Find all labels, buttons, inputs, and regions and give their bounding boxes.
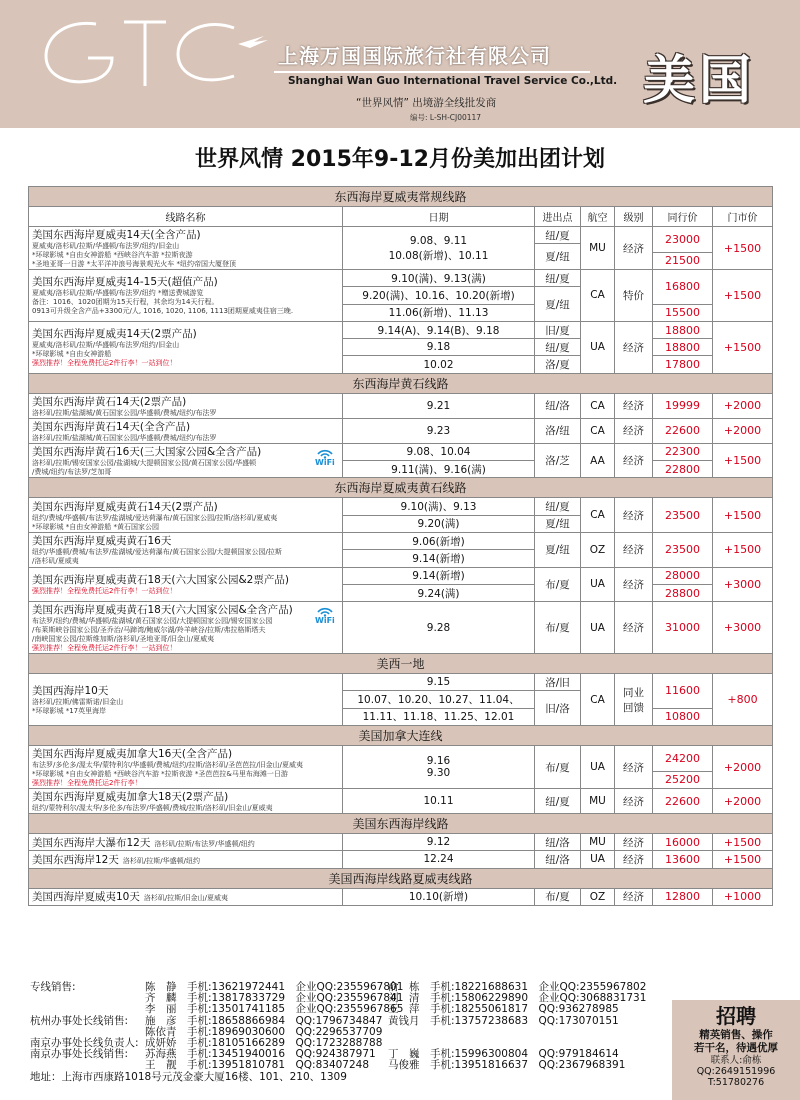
section-header: 东西海岸夏威夷黄石线路 (29, 478, 773, 498)
route-name-cell (29, 532, 343, 567)
airline-cell: UA (581, 746, 615, 789)
port-cell: 旧/夏 (535, 321, 581, 338)
route-title: 美国东西海岸大瀑布12天 (32, 836, 151, 849)
hangzhou-label: 杭州办事处长线销售: (30, 1014, 129, 1027)
route-name-cell (29, 418, 343, 443)
port-cell: 纽/夏 (535, 789, 581, 814)
route-row (29, 851, 773, 868)
date-value: 9.21 (426, 399, 451, 412)
route-title: 美国东西海岸夏威夷14天(全含产品) (32, 229, 201, 241)
agent-price-cell: 23000 (653, 227, 713, 253)
port-cell: 纽/洛 (535, 851, 581, 868)
route-row (29, 834, 773, 851)
agent-price-cell: 28000 (653, 567, 713, 584)
retail-price-cell: +800 (713, 674, 773, 726)
recruitment-box (672, 1000, 800, 1100)
port-cell: 洛/旧 (535, 674, 581, 691)
route-name-cell (29, 746, 343, 789)
contact-line: 陈依青 手机:18969030600 QQ:2296537709 (145, 1025, 383, 1038)
route-title: 美国西海岸10天 (32, 685, 109, 698)
wifi-label: WiFi (315, 616, 335, 626)
page-title: 世界风情 2015年9-12月份美加出团计划 (195, 147, 605, 172)
route-title: 美国东西海岸12天 (32, 853, 119, 866)
retail-price-cell: +2000 (713, 393, 773, 418)
date-cell: 9.18 (343, 339, 535, 356)
date-cell: 12.24 (343, 851, 535, 868)
port-cell: 洛/纽 (535, 418, 581, 443)
agent-price-cell: 17800 (653, 356, 713, 373)
date-cell: 9.12 (343, 834, 535, 851)
route-detail: /南峡国家公园/拉斯维加斯/洛杉矶/圣地亚哥/旧金山/夏威夷 (32, 635, 215, 644)
retail-price-cell: +1500 (713, 851, 773, 868)
route-title: 美国东西海岸夏威夷加拿大16天(全含产品) (32, 748, 233, 761)
agent-price-cell: 15500 (653, 304, 713, 321)
date-cell: 9.24(满) (343, 584, 535, 601)
route-name-cell (29, 270, 343, 322)
wifi-label: WiFi (315, 457, 335, 467)
route-name-cell (29, 674, 343, 726)
grade-cell: 经济 (615, 888, 653, 905)
route-title: 美国东西海岸夏威夷黄石18天(六大国家公园&全含产品) (32, 604, 293, 617)
route-detail: *环球影城 *17英里海岸 (32, 707, 107, 716)
date-cell (343, 602, 535, 654)
date-cell: 9.11(满)、9.16(满) (343, 461, 535, 478)
route-row (29, 888, 773, 905)
date-cell (343, 789, 535, 814)
route-title: 美国东西海岸夏威夷黄石14天(2票产品) (32, 500, 218, 513)
agent-price-cell: 13600 (653, 851, 713, 868)
airline-cell: CA (581, 393, 615, 418)
agent-price-cell: 23500 (653, 532, 713, 567)
date-cell: 9.10(满)、9.13 (343, 498, 535, 515)
port-cell: 布/夏 (535, 746, 581, 789)
route-title: 美国西海岸夏威夷10天 (32, 891, 140, 904)
route-recommend: 强烈推荐！全程免费托运2件行李！一站到位！ (32, 587, 177, 596)
airline-cell: MU (581, 789, 615, 814)
route-cities: 洛杉矶/拉斯/旧金山/夏威夷 (143, 894, 228, 903)
route-title: 美国东西海岸黄石14天(全含产品) (32, 420, 191, 433)
retail-price-cell: +2000 (713, 418, 773, 443)
grade-cell: 经济 (615, 851, 653, 868)
route-detail: 纽约/蒙特利尔/渥太华/多伦多/布法罗/华盛顿/费城/拉斯/洛杉矶/旧金山/夏威夷 (32, 804, 273, 813)
agent-price-cell: 16000 (653, 834, 713, 851)
port-cell: 洛/芝 (535, 443, 581, 478)
port-cell: 旧/洛 (535, 691, 581, 726)
airline-cell: MU (581, 227, 615, 270)
route-detail: *环球影城 *自由女神游船 *西峡谷汽车游 *拉斯夜游 *圣芭芭拉&马里布海滩一日游 (32, 770, 288, 779)
grade-cell: 经济 (615, 746, 653, 789)
date-cell (343, 227, 535, 270)
airline-cell: OZ (581, 888, 615, 905)
airline-cell: OZ (581, 532, 615, 567)
grade-cell: 特价 (615, 270, 653, 322)
recruit-line: 若干名，待遇优厚 (694, 1042, 778, 1054)
retail-price-cell: +1500 (713, 227, 773, 270)
airline-cell: AA (581, 443, 615, 478)
agent-price-cell: 31000 (653, 602, 713, 654)
recruit-line: 精英销售、操作 (699, 1029, 773, 1041)
date-cell (343, 393, 535, 418)
retail-price-cell: +3000 (713, 602, 773, 654)
port-cell: 夏/纽 (535, 515, 581, 532)
retail-price-cell: +1500 (713, 321, 773, 373)
date-value: 9.28 (426, 621, 451, 634)
agent-price-cell: 11600 (653, 674, 713, 709)
wifi-icon (312, 447, 338, 467)
contact-line: 马俊雅 手机:13951816637 QQ:2367968391 (388, 1059, 626, 1072)
contact-footer (30, 982, 690, 1083)
route-recommend: 强烈推荐！全程免费托运2件行李！一站到位！ (32, 359, 177, 368)
retail-price-cell: +2000 (713, 789, 773, 814)
port-cell: 纽/夏 (535, 270, 581, 287)
grade-cell: 经济 (615, 532, 653, 567)
route-detail: 0913可升级全含产品+3300元/人, 1016, 1020, 1106, 1113团期夏威夷住宿三晚. (32, 307, 294, 316)
section-header: 美西一地 (29, 654, 773, 674)
date-cell: 9.06(新增) (343, 532, 535, 549)
date-value: 9.30 (426, 767, 451, 780)
contact-line: 陈 静 手机:13621972441 企业QQ:2355967801 (145, 981, 404, 993)
route-detail: 洛杉矶/拉斯/佛雷斯诺/旧金山 (32, 698, 124, 707)
grade-cell: 经济 (615, 227, 653, 270)
country-title: 美国 (642, 51, 755, 111)
route-recommend: 强烈推荐！全程免费托运2件行李！一站到位！ (32, 644, 177, 653)
airline-cell: CA (581, 418, 615, 443)
section-header: 东西海岸夏威夷常规线路 (29, 187, 773, 207)
grade-cell: 经济 (615, 567, 653, 602)
date-value: 9.16 (426, 755, 451, 768)
route-row (29, 567, 773, 584)
date-cell: 10.07、10.20、10.27、11.04、 (343, 691, 535, 708)
route-detail: 纽约/华盛顿/费城/布法罗/盐湖城/爱达荷瀑布/黄石国家公园/大提顿国家公园/拉斯 (32, 548, 282, 557)
contact-line: 刘 清 手机:15806229890 企业QQ:3068831731 (388, 992, 647, 1005)
airline-cell: UA (581, 567, 615, 602)
tour-schedule-table (28, 186, 773, 906)
agent-price-cell: 25200 (653, 771, 713, 788)
route-detail: *环球影城 *自由女神游船 *黄石国家公园 (32, 522, 159, 531)
contact-line: 王 靓 手机:13951810781 QQ:83407248 (145, 1059, 370, 1072)
date-cell: 9.14(新增) (343, 550, 535, 567)
route-detail: 洛杉矶/拉斯/盐湖城/黄石国家公园/华盛顿/费城/纽约/布法罗 (32, 408, 217, 417)
route-title: 美国东西海岸黄石16天(三大国家公园&全含产品) (32, 446, 262, 459)
retail-price-cell: +1500 (713, 443, 773, 478)
route-row (29, 227, 773, 244)
route-title: 美国东西海岸夏威夷加拿大18天(2票产品) (32, 791, 229, 804)
port-cell: 夏/纽 (535, 287, 581, 322)
date-cell: 11.06(新增)、11.13 (343, 304, 535, 321)
date-cell: 9.08、10.04 (343, 443, 535, 460)
agent-price-cell: 22600 (653, 789, 713, 814)
route-cities: 洛杉矶/拉斯/布法罗/华盛顿/纽约 (154, 839, 255, 848)
column-header: 线路名称 (29, 207, 343, 227)
route-row (29, 443, 773, 460)
route-title: 美国东西海岸黄石14天(2票产品) (32, 395, 187, 408)
contact-line: 丁 巍 手机:15996300804 QQ:979184614 (388, 1048, 619, 1061)
route-title: 美国东西海岸夏威夷14天(2票产品) (32, 328, 197, 341)
contact-line: 李 丽 手机:13501741185 企业QQ:2355967865 (145, 1003, 404, 1016)
agent-price-cell: 24200 (653, 746, 713, 772)
route-detail: 洛杉矶/拉斯/盐湖城/黄石国家公园/华盛顿/费城/纽约/布法罗 (32, 433, 217, 442)
route-name-cell (29, 321, 343, 373)
company-name-cn: 上海万国国际旅行社有限公司 (278, 44, 551, 68)
route-name-cell (29, 567, 343, 602)
route-detail: *环球影城 *自由女神游船 (32, 350, 112, 359)
route-detail: /洛杉矶/夏威夷 (32, 557, 79, 566)
column-header: 日期 (343, 207, 535, 227)
port-cell: 洛/夏 (535, 356, 581, 373)
retail-price-cell: +3000 (713, 567, 773, 602)
agent-price-cell: 12800 (653, 888, 713, 905)
port-cell: 夏/纽 (535, 244, 581, 270)
company-name-en: Shanghai Wan Guo International Travel Service Co.,Ltd. (288, 75, 618, 87)
airline-cell: MU (581, 834, 615, 851)
route-detail: 夏威夷/洛杉矶/拉斯/华盛顿/布法罗/纽约 *赠送费城游览 (32, 289, 204, 298)
port-cell: 纽/夏 (535, 498, 581, 515)
route-name-cell (29, 789, 343, 814)
route-recommend: 强烈推荐！全程免费托运2件行李！ (32, 779, 142, 788)
contact-line: 成妍娇 手机:18105166289 QQ:1723288788 (145, 1036, 383, 1049)
route-detail: 夏威夷/洛杉矶/拉斯/华盛顿/布法罗/纽约/旧金山 (32, 242, 180, 250)
retail-price-cell: +2000 (713, 746, 773, 789)
route-row (29, 498, 773, 515)
retail-price-cell: +1500 (713, 498, 773, 533)
agent-price-cell: 21500 (653, 252, 713, 269)
port-cell: 纽/洛 (535, 393, 581, 418)
agent-price-cell: 28800 (653, 584, 713, 601)
date-cell: 9.20(满)、10.16、10.20(新增) (343, 287, 535, 304)
route-row (29, 674, 773, 691)
port-cell: 布/夏 (535, 888, 581, 905)
date-cell: 9.20(满) (343, 515, 535, 532)
route-detail: 夏威夷/洛杉矶/拉斯/华盛顿/布法罗/纽约/旧金山 (32, 341, 180, 350)
agent-price-cell: 18800 (653, 339, 713, 356)
date-cell: 10.10(新增) (343, 888, 535, 905)
route-detail: /布莱斯峡谷国家公园/圣乔治/马蹄湾/鲍威尔湖/羚羊峡谷/拉斯/弗拉格斯塔夫 (32, 626, 266, 635)
route-name-cell (29, 393, 343, 418)
route-detail: 布法罗/多伦多/渥太华/蒙特利尔/华盛顿/费城/纽约/拉斯/洛杉矶/圣芭芭拉/旧金山/夏威夷 (32, 761, 303, 770)
retail-price-cell: +1500 (713, 270, 773, 322)
contact-line: 施 彦 手机:18658866984 QQ:1796734847 (145, 1014, 383, 1027)
date-cell: 9.14(新增) (343, 567, 535, 584)
route-name-cell (29, 443, 343, 478)
date-value: 10.08(新增)、10.11 (388, 250, 489, 262)
retail-price-cell: +1500 (713, 834, 773, 851)
route-detail: *圣地亚哥一日游 *太平洋冲浪号海景观光火车 *纽约帝国大厦登顶 (32, 260, 236, 268)
port-cell: 夏/纽 (535, 532, 581, 567)
airline-cell: CA (581, 498, 615, 533)
route-detail: *环球影城 *自由女神游船 *西峡谷汽车游 *拉斯夜游 (32, 251, 193, 259)
date-value: 10.11 (423, 795, 454, 808)
agent-price-cell: 22600 (653, 418, 713, 443)
company-slogan: “世界风情” 出境游全线批发商 (356, 97, 497, 109)
grade-cell: 经济 (615, 418, 653, 443)
wifi-icon (312, 605, 338, 625)
contact-line: 俞 栋 手机:18221688631 企业QQ:2355967802 (388, 981, 647, 993)
port-cell: 布/夏 (535, 602, 581, 654)
route-name-cell (29, 227, 343, 270)
route-title: 美国东西海岸夏威夷14-15天(超值产品) (32, 276, 218, 289)
recruit-title: 招聘 (716, 1004, 756, 1028)
section-header: 美国东西海岸线路 (29, 814, 773, 834)
route-detail: 备注：1016、1020团期为15天行程，其余均为14天行程。 (32, 298, 219, 307)
column-header: 航空 (581, 207, 615, 227)
date-value: 9.23 (426, 424, 451, 437)
agent-price-cell: 10800 (653, 708, 713, 725)
contact-line: 黄钱月 手机:13757238683 QQ:173070151 (388, 1014, 619, 1027)
contact-line: 齐 麟 手机:13817833729 企业QQ:2355967841 (145, 992, 404, 1005)
recruit-contact: T:51780276 (707, 1077, 765, 1088)
header-banner (0, 0, 800, 128)
port-cell: 纽/夏 (535, 227, 581, 244)
nanjing-label: 南京办事处长线销售: (30, 1048, 129, 1061)
agent-price-cell: 23500 (653, 498, 713, 533)
grade-cell: 经济 (615, 834, 653, 851)
section-header: 美国加拿大连线 (29, 726, 773, 746)
airline-cell: CA (581, 270, 615, 322)
airline-cell: CA (581, 674, 615, 726)
date-cell: 9.15 (343, 674, 535, 691)
date-cell (343, 746, 535, 789)
column-header: 进出点 (535, 207, 581, 227)
column-header: 同行价 (653, 207, 713, 227)
contact-line: 苏海燕 手机:13451940016 QQ:924387971 (145, 1048, 376, 1061)
date-cell (343, 418, 535, 443)
airline-cell: UA (581, 602, 615, 654)
route-detail: 布法罗/纽约/费城/华盛顿/盐湖城/黄石国家公园/大提顿国家公园/锡安国家公园 (32, 617, 273, 626)
grade-cell: 经济 (615, 443, 653, 478)
route-name-cell (29, 888, 343, 905)
port-cell: 布/夏 (535, 567, 581, 602)
route-title: 美国东西海岸夏威夷黄石18天(六大国家公园&2票产品) (32, 574, 289, 587)
company-logo-icon (38, 14, 268, 94)
recruit-contact: 联系人:俞栋 (710, 1055, 762, 1066)
port-cell: 纽/洛 (535, 834, 581, 851)
route-row (29, 270, 773, 287)
grade-cell: 经济 (615, 321, 653, 373)
route-name-cell (29, 834, 343, 851)
route-name-cell (29, 851, 343, 868)
nanjing-head-label: 南京办事处长线负责人: (30, 1036, 139, 1049)
hotline-label: 专线销售: (30, 981, 76, 993)
license-number: 编号: L-SH-CJ00117 (410, 113, 482, 122)
grade-cell: 经济 (615, 393, 653, 418)
agent-price-cell: 22300 (653, 443, 713, 460)
route-detail: 洛杉矶/拉斯/锡安国家公园/盐湖城/大提顿国家公园/黄石国家公园/华盛顿 (32, 459, 257, 468)
retail-price-cell: +1000 (713, 888, 773, 905)
agent-price-cell: 19999 (653, 393, 713, 418)
agent-price-cell: 18800 (653, 321, 713, 338)
grade-cell: 经济 (615, 789, 653, 814)
route-cities: 洛杉矶/拉斯/华盛顿/纽约 (122, 856, 200, 865)
agent-price-cell: 16800 (653, 270, 713, 305)
route-title: 美国东西海岸夏威夷黄石16天 (32, 535, 172, 548)
date-cell: 10.02 (343, 356, 535, 373)
route-name-cell (29, 498, 343, 533)
grade-cell: 同业回馈 (615, 674, 653, 726)
route-name-cell (29, 602, 343, 654)
port-cell: 纽/夏 (535, 339, 581, 356)
route-detail: 纽约/费城/华盛顿/布法罗/盐湖城/爱达荷瀑布/黄石国家公园/拉斯/洛杉矶/夏威夷 (32, 513, 278, 522)
date-cell: 9.14(A)、9.14(B)、9.18 (343, 321, 535, 338)
route-row (29, 321, 773, 338)
agent-price-cell: 22800 (653, 461, 713, 478)
airline-cell: UA (581, 851, 615, 868)
header-divider (274, 71, 590, 73)
date-cell: 11.11、11.18、11.25、12.01 (343, 708, 535, 725)
recruit-contact: QQ:2649151996 (696, 1066, 776, 1077)
company-address: 地址：上海市西康路1018号元茂金豪大厦16楼、101、210、1309 (30, 1070, 347, 1083)
date-cell: 9.10(满)、9.13(满) (343, 270, 535, 287)
date-value: 9.08、9.11 (409, 235, 468, 247)
route-row (29, 532, 773, 549)
contact-line: 王 萍 手机:18255061817 QQ:936278985 (388, 1003, 619, 1016)
section-header: 东西海岸黄石线路 (29, 373, 773, 393)
section-header: 美国西海岸线路夏威夷线路 (29, 868, 773, 888)
route-detail: /费城/纽约/布法罗/芝加哥 (32, 468, 112, 477)
column-header: 级别 (615, 207, 653, 227)
airline-cell: UA (581, 321, 615, 373)
retail-price-cell: +1500 (713, 532, 773, 567)
column-header: 门市价 (713, 207, 773, 227)
grade-cell: 经济 (615, 602, 653, 654)
grade-cell: 经济 (615, 498, 653, 533)
